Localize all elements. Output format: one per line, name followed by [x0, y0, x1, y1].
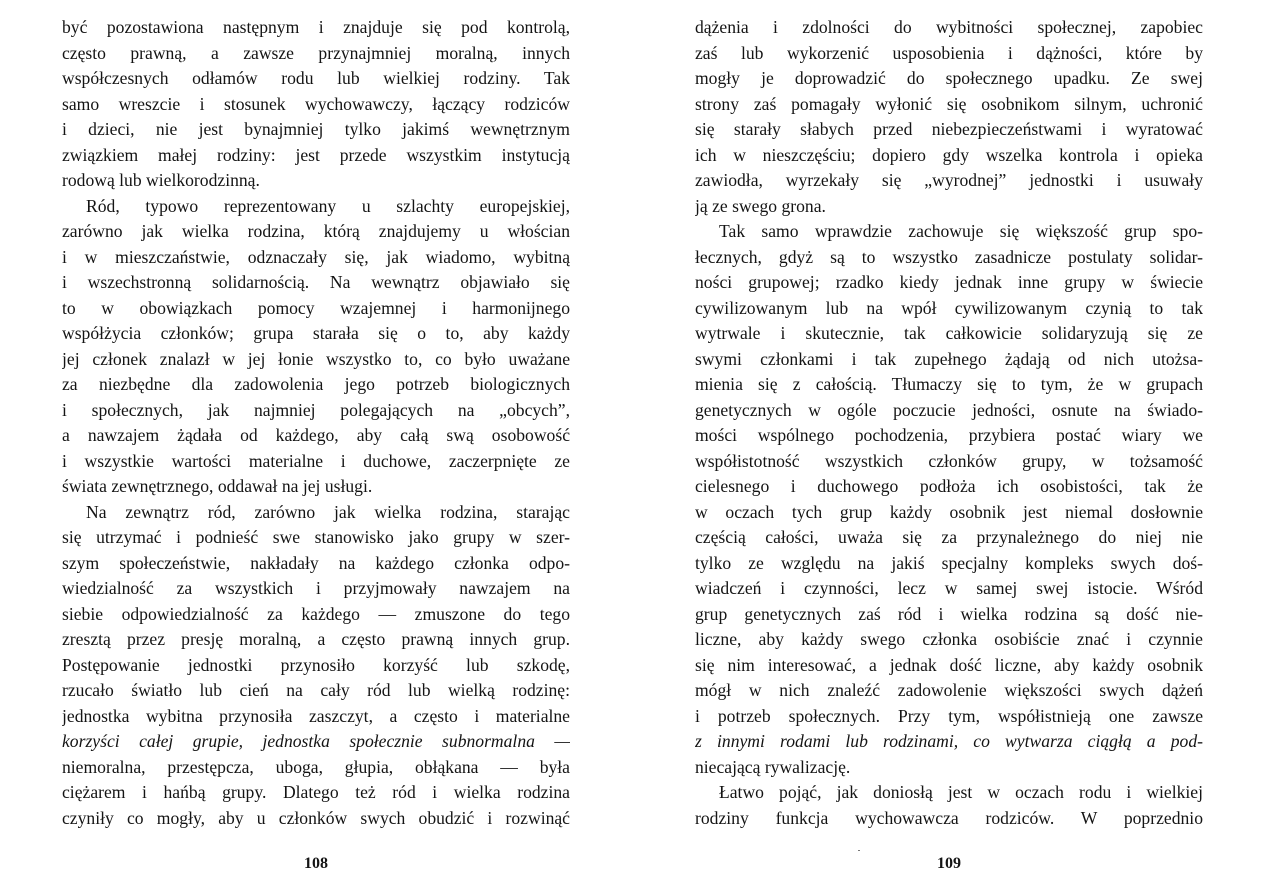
text-line: się nim interesować, a jednak dość liczne, aby każdy osobnik: [695, 654, 1203, 675]
text-line: ciężarem i hańbą grupy. Dlatego też ród i wielka rodzina: [62, 782, 570, 802]
text-line: współistotność wszystkich członków grupy, w tożsamość: [695, 450, 1203, 471]
text-line: za niezbędne dla zadowolenia jego potrzeb biologicznych: [62, 374, 570, 394]
text-line: ności grupowej; rzadko kiedy jednak inne grupy w świecie: [695, 272, 1203, 292]
text-line: ją ze swego grona.: [695, 195, 826, 216]
text-line: Postępowanie jednostki przynosiło korzyść lub szkodę,: [62, 654, 570, 675]
text-line: mógł w nich znaleźć zadowolenie większości swych dążeń: [695, 680, 1203, 700]
text-line: cielesnego i duchowego podłoża ich osobistości, tak że: [695, 476, 1203, 496]
text-line: współczesnych odłamów rodu lub wielkiej rodziny. Tak: [62, 68, 570, 88]
text-line: zresztą przez presję moralną, a często prawną innych grup.: [62, 629, 570, 649]
text-line: często prawną, a zawsze przynajmniej moralną, innych: [62, 42, 570, 63]
text-line: strony zaś pomagały wyłonić się osobnikom silnym, uchronić: [695, 93, 1203, 114]
text-line: czyniły co mogły, aby u członków swych obudzić i rozwinąć: [62, 807, 570, 828]
text-line: to w obowiązkach pomocy wzajemnej i harmonijnego: [62, 297, 570, 318]
text-line: swymi członkami i tak zupełnego żądają od nich utożsa-: [695, 348, 1203, 369]
text-line: rodową lub wielkorodzinną.: [62, 170, 260, 190]
text-line-italic: z innymi rodami lub rodzinami, co wytwarza ciągłą a pod-: [695, 731, 1203, 751]
text-line: wiedzialność za wszystkich i przyjmowały nawzajem na: [62, 578, 570, 598]
text-line: ich w nieszczęściu; dopiero gdy wszelka kontrola i opieka: [695, 144, 1203, 165]
text-line: mienia się z całością. Tłumaczy się to tym, że w grupach: [695, 374, 1203, 394]
text-line: Ród, typowo reprezentowany u szlachty europejskiej,: [86, 195, 570, 216]
scan-dot: [858, 850, 860, 851]
text-line: zaś lub wykorzenić usposobienia i dążności, które by: [695, 42, 1203, 63]
text-line: niecającą rywalizację.: [695, 756, 851, 777]
text-line: a nawzajem żądała od każdego, aby całą swą osobowość: [62, 425, 570, 445]
text-line: mogły je doprowadzić do społecznego upadku. Ze swej: [695, 68, 1203, 88]
text-line: świata zewnętrznego, oddawał na jej usługi.: [62, 476, 373, 496]
text-line: częścią całości, uważa się za przynależnego do niej nie: [695, 527, 1203, 547]
text-line: mości wspólnego pochodzenia, przybiera postać wiary we: [695, 425, 1203, 445]
page-number: 108: [304, 855, 328, 872]
text-line: w oczach tych grup każdy osobnik jest niemal dosłownie: [695, 501, 1203, 522]
text-line: dążenia i zdolności do wybitności społecznej, zapobiec: [695, 17, 1203, 37]
text-line: siebie odpowiedzialność za każdego — zmuszone do tego: [62, 603, 570, 624]
text-line: jednostka wybitna przynosiła zaszczyt, a często i materialne: [62, 705, 570, 726]
page-number: 109: [937, 855, 961, 872]
text-line: i wszystkie wartości materialne i duchowe, zaczerpnięte ze: [62, 450, 570, 471]
right-page: [695, 0, 1203, 893]
text-line: być pozostawiona następnym i znajduje się pod kontrolą,: [62, 17, 570, 37]
text-line: samo wreszcie i stosunek wychowawczy, łączący rodziców: [62, 93, 570, 114]
text-line: Na zewnątrz ród, zarówno jak wielka rodzina, starając: [86, 501, 570, 522]
text-line: Tak samo wprawdzie zachowuje się większość grup spo-: [719, 221, 1203, 241]
text-line: i społecznych, jak najmniej polegających na „obcych”,: [62, 399, 570, 420]
text-line: związkiem małej rodziny: jest przede wszystkim instytucją: [62, 144, 570, 165]
text-line: zawiodła, wyrzekały się „wyrodnej” jednostki i usuwały: [695, 170, 1203, 190]
text-line: łecznych, gdyż są to wszystko zasadnicze postulaty solidar-: [695, 246, 1203, 267]
text-line-italic: korzyści całej grupie, jednostka społecznie subnormalna —: [62, 731, 570, 751]
right-page-text: [695, 15, 1203, 831]
text-line: i potrzeb społecznych. Przy tym, współistnieją one zawsze: [695, 705, 1203, 726]
text-line: tylko ze względu na jakiś specjalny kompleks swych doś-: [695, 552, 1203, 573]
text-line: niemoralna, przestępcza, uboga, głupia, obłąkana — była: [62, 756, 570, 777]
left-page: [62, 0, 570, 893]
text-line: Łatwo pojąć, jak doniosłą jest w oczach rodu i wielkiej: [719, 782, 1203, 802]
text-line: współżycia członków; grupa starała się o to, aby każdy: [62, 323, 570, 343]
text-line: rzucało światło lub cień na cały ród lub wielką rodzinę:: [62, 680, 570, 700]
text-line: wytrwale i skutecznie, tak całkowicie solidaryzują się ze: [695, 323, 1203, 343]
text-line: rodziny funkcja wychowawcza rodziców. W poprzednio: [695, 807, 1203, 828]
text-line: zarówno jak wielka rodzina, którą znajdujemy u włościan: [62, 221, 570, 241]
text-line: i w mieszczaństwie, odznaczały się, jak wiadomo, wybitną: [62, 246, 570, 267]
text-line: genetycznych w ogóle poczucie jedności, osnute na świado-: [695, 399, 1203, 420]
text-line: i dzieci, nie jest bynajmniej tylko jakimś wewnętrznym: [62, 119, 570, 139]
left-page-text: [62, 15, 570, 831]
text-line: się starały słabych przed niebezpieczeństwami i wyratować: [695, 119, 1203, 139]
text-line: szym społeczeństwie, nakładały na każdego członka odpo-: [62, 552, 570, 573]
text-line: cywilizowanym lub na wpół cywilizowanym czynią to tak: [695, 297, 1203, 318]
text-line: grup genetycznych zaś ród i wielka rodzina są dość nie-: [695, 603, 1203, 624]
text-line: się utrzymać i podnieść swe stanowisko jako grupy w szer-: [62, 527, 570, 547]
text-line: jej członek znalazł w jej łonie wszystko to, co było uważane: [62, 348, 570, 369]
text-line: i wszechstronną solidarnością. Na wewnątrz objawiało się: [62, 272, 570, 292]
text-line: wiadczeń i czynności, lecz w samej swej istocie. Wśród: [695, 578, 1203, 598]
text-line: liczne, aby każdy swego członka osobiście znać i czynnie: [695, 629, 1203, 649]
